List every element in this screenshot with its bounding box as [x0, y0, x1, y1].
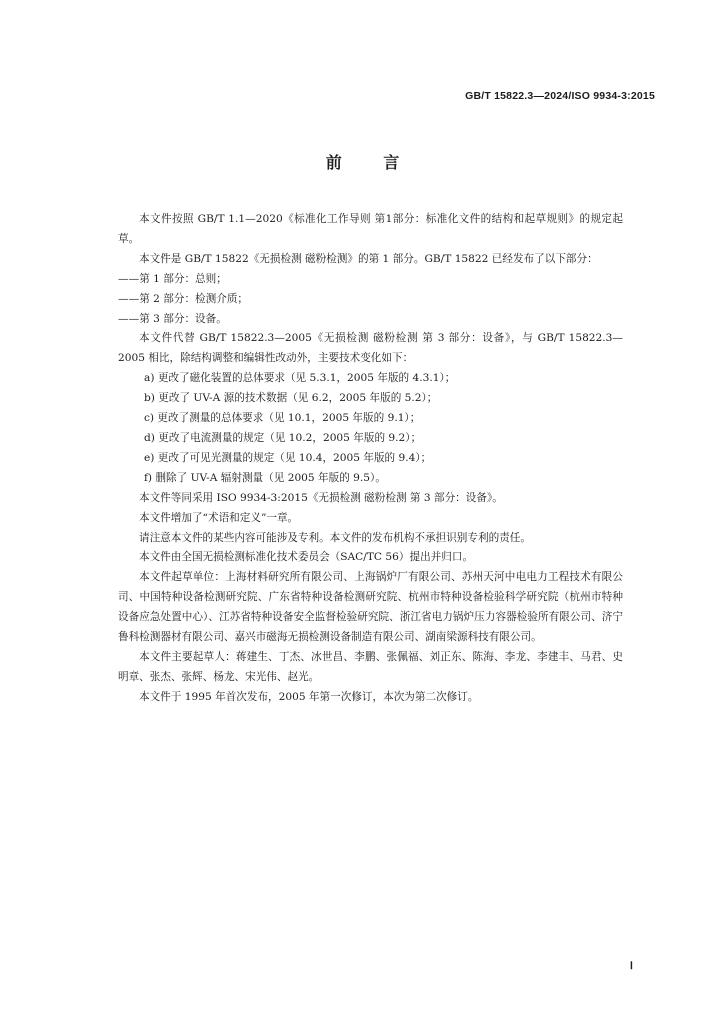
- change-item-a: a) 更改了磁化装置的总体要求（见 5.3.1，2005 年版的 4.3.1）；: [144, 372, 456, 385]
- foreword-body: [118, 210, 623, 708]
- list-item-part1: ——第 1 部分：总则；: [118, 272, 227, 285]
- change-item-b: b) 更改了 UV-A 源的技术数据（见 6.2，2005 年版的 5.2）；: [144, 392, 438, 405]
- paragraph-committee: 本文件由全国无损检测标准化技术委员会（SAC/TC 56）提出并归口。: [139, 551, 474, 564]
- paragraph-history: 本文件于 1995 年首次发布，2005 年第一次修订，本次为第二次修订。: [139, 690, 479, 703]
- change-item-c: c) 更改了测量的总体要求（见 10.1，2005 年版的 9.1）；: [144, 412, 421, 425]
- page-number: Ⅰ: [629, 960, 633, 972]
- paragraph-drafting-units: 本文件起草单位：上海材料研究所有限公司、上海锅炉厂有限公司、苏州天河中电电力工程技术有限公司、中国特种设备检测研究院、广东省特种设备检测研究院、杭州市特种设备检验科学研究院（杭州市特种设备应急处置中心）、江苏省特种设备安全监督检验研究院、浙江省电力锅炉压力容器检验所有限公司、济宁鲁科检测器材有限公司、嘉兴市磁海无损检测设备制造有限公司、湖南梁源科技有限公司。: [118, 571, 623, 644]
- page-title: 前 言: [325, 153, 418, 172]
- change-item-e: e) 更改了可见光测量的规定（见 10.4，2005 年版的 9.4）；: [144, 451, 432, 464]
- change-item-f: f) 删除了 UV-A 辐射测量（见 2005 年版的 9.5）。: [144, 471, 386, 484]
- paragraph-iso-adoption: 本文件等同采用 ISO 9934-3:2015《无损检测 磁粉检测 第 3 部分：设备》。: [139, 491, 503, 504]
- paragraph-drafters: 本文件主要起草人：蒋建生、丁杰、冰世昌、李鹏、张佩福、刘正东、陈海、李龙、李建丰、马君、史明章、张杰、张辉、杨龙、宋光伟、赵光。: [118, 650, 623, 683]
- list-item-part2: ——第 2 部分：检测介质；: [118, 292, 249, 305]
- paragraph-drafting-rules: 本文件按照 GB/T 1.1—2020《标准化工作导则 第1部分：标准化文件的结构和起草规则》的规定起草。: [118, 213, 623, 245]
- paragraph-replaces: 本文件代替 GB/T 15822.3—2005《无损检测 磁粉检测 第 3 部分：设备》，与 GB/T 15822.3—2005 相比，除结构调整和编辑性改动外，主要技术变化如下：: [118, 332, 623, 365]
- paragraph-parts-intro: 本文件是 GB/T 15822《无损检测 磁粉检测》的第 1 部分。GB/T 15822 已经发布了以下部分：: [139, 252, 598, 265]
- paragraph-patent-notice: 请注意本文件的某些内容可能涉及专利。本文件的发布机构不承担识别专利的责任。: [139, 531, 531, 544]
- standard-code: GB/T 15822.3—2024/ISO 9934-3:2015: [465, 90, 655, 102]
- paragraph-added-chapter: 本文件增加了“术语和定义”一章。: [139, 511, 299, 524]
- change-item-d: d) 更改了电流测量的规定（见 10.2，2005 年版的 9.2）；: [144, 431, 422, 444]
- list-item-part3: ——第 3 部分：设备。: [118, 312, 227, 325]
